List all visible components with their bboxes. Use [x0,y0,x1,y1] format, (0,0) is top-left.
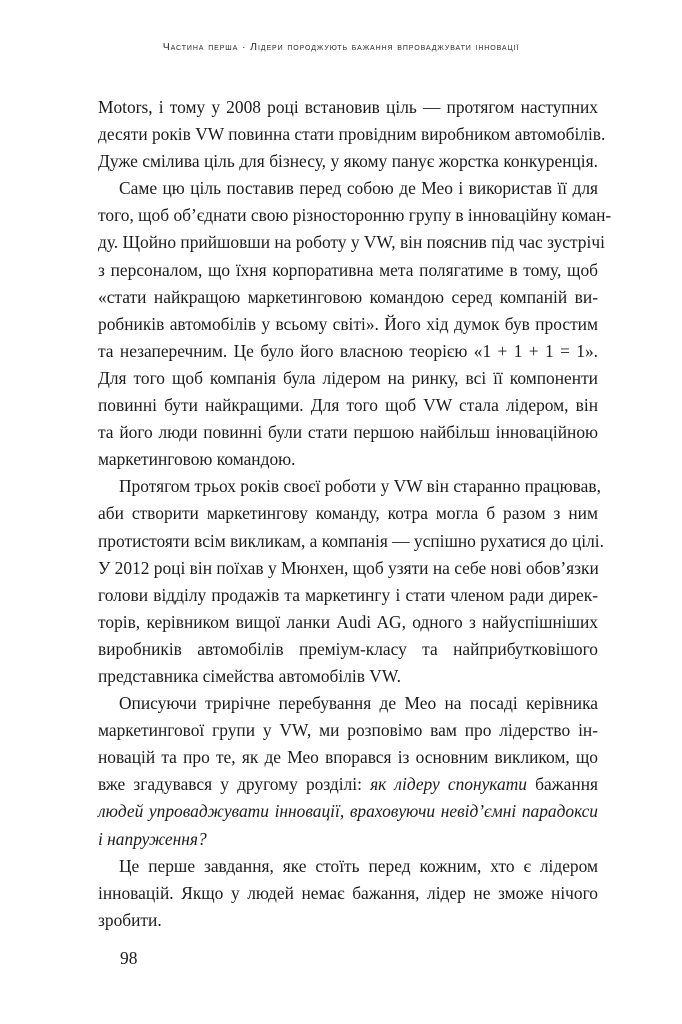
text-run: вже згадувався у другому розділі: [98,774,371,795]
text-line: протистояти всім викликам, а компанія — успішно рухатися до цілі. [98,530,604,551]
body-text [98,94,612,934]
text-line: голови відділу продажів та маркетингу і стати членом ради дирек- [98,584,598,605]
text-line: Протягом трьох років своєї роботи у VW він старанно працював, [119,476,601,497]
text-line: маркетингової групи у VW, ми розповімо вам про лідерство ін- [98,720,598,741]
text-line: того, щоб об’єднати свою різносторонню групу в інноваційну коман- [98,205,612,226]
paragraph-2 [98,175,612,473]
text-line: Motors, і тому у 2008 році встановив ціль — протягом наступних [98,97,598,117]
paragraph-4 [98,690,598,853]
text-line: з персоналом, що їхня корпоративна мета полягатиме в тому, щоб [98,259,598,280]
text-line: Саме цю ціль поставив перед собою де Мео і використав її для [119,178,598,199]
text-line: десяти років VW повинна стати провідним виробником автомобілів. [98,124,606,145]
text-line: представника сімейства автомобілів VW. [98,665,402,686]
text-line [98,771,598,798]
text-line: Дуже смілива ціль для бізнесу, у якому панує жорстка конкуренція. [98,151,598,172]
text-line: У 2012 році він поїхав у Мюнхен, щоб узяти на себе нові обов’язки [98,557,599,578]
italic-line: людей упроваджувати інновації, враховуючи невід’ємні парадокси [98,801,598,822]
text-line: ду. Щойно прийшовши на роботу у VW, він пояснив під час зустрічі [98,232,605,253]
text-line: виробників автомобілів преміум-класу та найприбутковішого [98,638,598,659]
text-run: бажання [526,774,599,795]
text-line: та незаперечним. Це було його власною теорією «1 + 1 + 1 = 1». [98,340,598,361]
paragraph-1 [98,94,606,175]
text-line: Описуючи трирічне перебування де Мео на посаді керівника [119,693,598,714]
text-line: та його люди повинні були стати першою найбільш інноваційною [98,422,598,443]
text-line: маркетинговою командою. [98,449,296,470]
text-line: інновацій. Якщо у людей немає бажання, лідер не зможе нічого [98,882,598,903]
text-line: аби створити маркетингову команду, котра могла б разом з ним [98,503,598,524]
page-number: 98 [120,948,138,968]
text-line: повинні бути найкращими. Для того щоб VW стала лідером, він [98,395,598,416]
paragraph-5 [98,853,598,934]
running-header: Частина перша · Лідери породжують бажання впроваджувати інновації [162,41,520,53]
text-line: «стати найкращою маркетинговою командою серед компаній ви- [98,286,598,307]
text-line: зробити. [98,909,162,930]
italic-run: як лідеру спонукати [370,774,527,795]
text-line: новацій та про те, як де Мео впорався із основним викликом, що [98,747,598,768]
text-line: торів, керівником вищої ланки Audi AG, одного з найуспішніших [98,611,598,632]
text-line: Це перше завдання, яке стоїть перед кожним, хто є лідером [119,855,598,876]
text-line: робників автомобілів у всьому світі». Його хід думок був простим [98,313,598,334]
italic-line: і напруження? [98,828,207,849]
text-line: Для того щоб компанія була лідером на ринку, всі її компоненти [98,367,598,388]
paragraph-3 [98,473,604,690]
